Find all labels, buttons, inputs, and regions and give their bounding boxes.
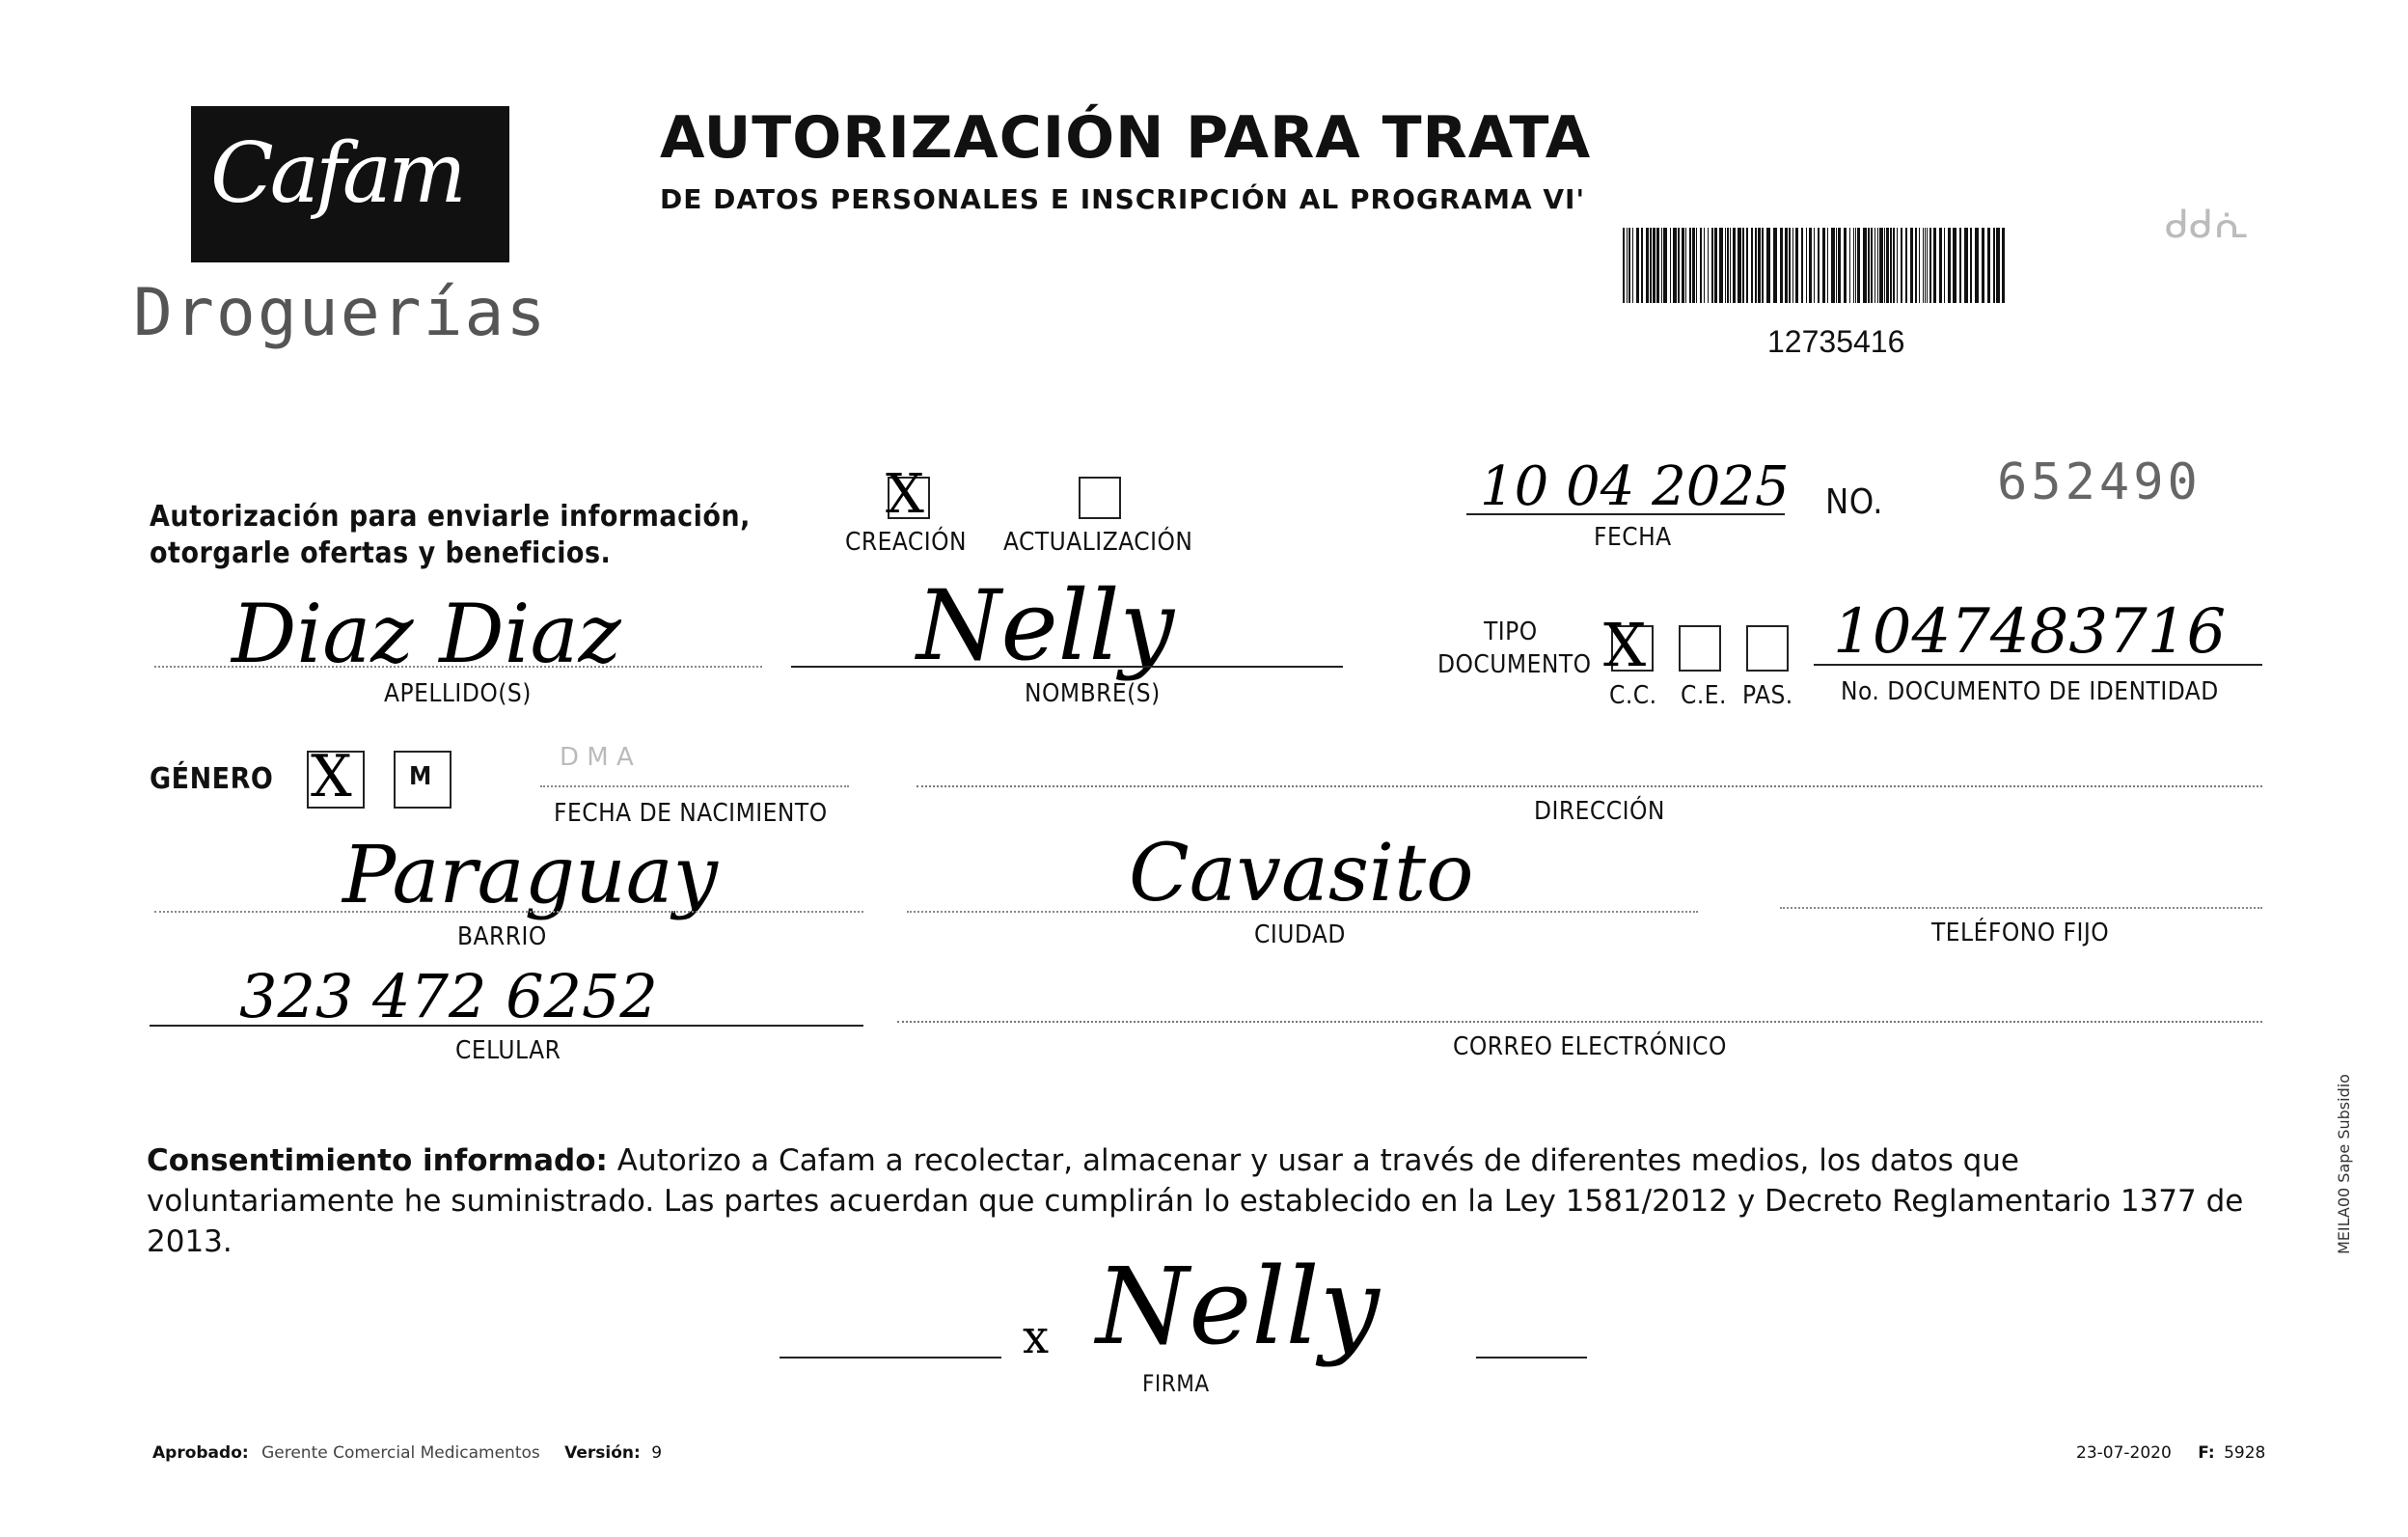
cc-check-mark: X: [1603, 610, 1647, 680]
consent-text: Autorizo a Cafam a recolectar, almacenar y usar a través de diferentes medios, los datos que voluntariamente he suministrado. Las partes acuerdan que cumplirán lo establecido en la Ley 1581/2012 y Decreto Reglamentario 1377 de 2013.: [147, 1143, 2244, 1259]
form-number: 652490: [1997, 453, 2202, 511]
consent-heading: Consentimiento informado:: [147, 1143, 608, 1178]
signature-value: Nelly: [1096, 1245, 1380, 1368]
signature-x-mark: x: [1023, 1310, 1050, 1364]
creation-label: CREACIÓN: [845, 528, 968, 557]
barrio-label: BARRIO: [457, 922, 547, 951]
creation-check-mark: X: [886, 463, 924, 526]
version-value: 9: [651, 1443, 663, 1463]
ce-label: C.E.: [1681, 681, 1727, 710]
barrio-value: Paraguay: [342, 830, 718, 921]
version-label: Versión:: [564, 1443, 641, 1463]
date-label: FECHA: [1594, 523, 1672, 552]
authorization-line-2: otorgarle ofertas y beneficios.: [150, 536, 612, 570]
ciudad-label: CIUDAD: [1254, 920, 1346, 949]
genero-label: GÉNERO: [150, 762, 274, 796]
correo-label: CORREO ELECTRÓNICO: [1453, 1032, 1727, 1061]
document-number-label: No. DOCUMENTO DE IDENTIDAD: [1841, 677, 2219, 706]
ce-checkbox[interactable]: [1679, 625, 1721, 672]
update-label: ACTUALIZACIÓN: [1003, 528, 1193, 557]
corner-mark: ᑯᑯᕇ: [2165, 203, 2249, 247]
apellidos-label: APELLIDO(S): [384, 679, 532, 708]
side-vertical-text: MEILA00 Sape Subsidio: [2335, 1074, 2353, 1254]
pas-checkbox[interactable]: [1746, 625, 1789, 672]
birth-date-guides: D M A: [560, 743, 634, 772]
number-label: NO.: [1825, 482, 1884, 522]
gender-m-label: M: [409, 762, 432, 791]
document-number-value: 1047483716: [1833, 596, 2227, 668]
form-subtitle: DE DATOS PERSONALES E INSCRIPCIÓN AL PROGRAMA VI': [660, 183, 1586, 215]
birth-date-label: FECHA DE NACIMIENTO: [554, 799, 828, 828]
celular-value: 323 472 6252: [239, 961, 658, 1031]
date-value: 10 04 2025: [1480, 455, 1790, 518]
ciudad-value: Cavasito: [1129, 828, 1474, 919]
documento-label: DOCUMENTO: [1437, 650, 1592, 679]
approved-label: Aprobado:: [152, 1443, 249, 1463]
pas-label: PAS.: [1742, 681, 1793, 710]
celular-label: CELULAR: [455, 1036, 561, 1065]
direccion-label: DIRECCIÓN: [1534, 797, 1665, 826]
brand-subtitle: Droguerías: [133, 275, 548, 351]
brand-name: Cafam: [210, 125, 463, 222]
footer-date: 23-07-2020: [2076, 1443, 2172, 1463]
form-title: AUTORIZACIÓN PARA TRATA: [660, 104, 1592, 172]
gender-f-mark: X: [311, 743, 352, 810]
footer-date-block: [2076, 1443, 2265, 1463]
telefono-label: TELÉFONO FIJO: [1931, 919, 2110, 947]
authorization-line-1: Autorización para enviarle información,: [150, 500, 751, 534]
update-checkbox[interactable]: [1079, 477, 1121, 519]
signature-label: FIRMA: [1142, 1370, 1210, 1397]
barcode: [1623, 228, 2009, 303]
cc-label: C.C.: [1609, 681, 1657, 710]
apellidos-value: Diaz Diaz: [232, 587, 621, 681]
form-code-value: 5928: [2224, 1443, 2266, 1463]
form-code-label: F:: [2198, 1443, 2215, 1463]
footer-approved: [152, 1443, 662, 1463]
nombres-label: NOMBRE(S): [1025, 679, 1161, 708]
nombres-value: Nelly: [917, 569, 1175, 682]
tipo-label: TIPO: [1484, 618, 1538, 646]
barcode-number: 12735416: [1767, 324, 1905, 359]
approved-value: Gerente Comercial Medicamentos: [261, 1443, 540, 1463]
